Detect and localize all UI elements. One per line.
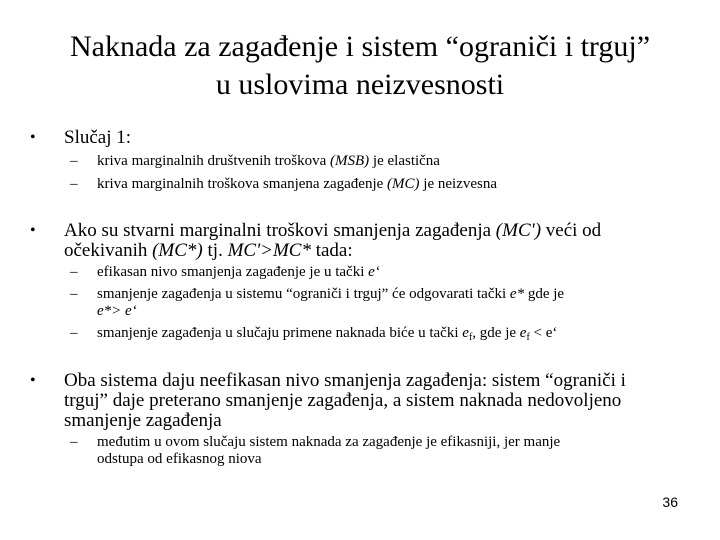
sub-text: gde je — [524, 286, 565, 302]
sub-text: , gde je — [472, 325, 520, 341]
sub-bullet-msb — [70, 153, 670, 170]
bullet-glyph: • — [30, 372, 36, 389]
bullet-text: tada: — [310, 240, 353, 261]
subscript: f — [468, 332, 473, 343]
title-line-2: u uslovima neizvesnosti — [215, 68, 505, 101]
bullet-text-italic: (MC') — [495, 220, 542, 241]
dash-glyph: – — [70, 264, 78, 280]
bullet-text: Ako su stvarni marginalni troškovi smanjenja zagađenja — [64, 220, 496, 241]
sub-text-italic: (MC) — [387, 176, 420, 192]
bullet-text: tj. — [202, 240, 228, 261]
sub-text-italic: e — [519, 325, 527, 341]
dash-glyph: – — [70, 286, 78, 302]
sub-text: međutim u ovom slučaju sistem naknada za zagađenje je efikasniji, jer manje — [97, 434, 561, 450]
bullet-case-1 — [30, 128, 690, 148]
title-line-1: Naknada za zagađenje i sistem “ograniči i trguj” — [69, 30, 651, 63]
bullet-case-2 — [30, 221, 690, 261]
sub-text-italic: e‘ — [368, 264, 380, 280]
bullet-text-italic: MC'>MC* — [227, 240, 311, 261]
bullet-both-systems — [30, 371, 690, 431]
subscript: f — [526, 332, 530, 343]
sub-text: efikasan nivo smanjenja zagađenje je u tački — [97, 264, 369, 280]
sub-text: je neizvesna — [419, 176, 498, 192]
sub-bullet-cap-and-trade — [70, 286, 670, 320]
bullet-glyph: • — [30, 129, 36, 146]
sub-text: odstupa od efikasnog niova — [97, 451, 262, 467]
sub-text-italic: e — [462, 325, 469, 341]
sub-bullet-fee-more-efficient — [70, 434, 670, 468]
sub-text: kriva marginalnih društvenih troškova — [97, 153, 331, 169]
bullet-glyph: • — [30, 222, 36, 239]
bullet-text: Oba sistema daju neefikasan nivo smanjenja zagađenja: sistem “ograniči i — [64, 370, 626, 391]
dash-glyph: – — [70, 434, 78, 450]
bullet-text: veći od — [541, 220, 602, 241]
bullet-text: Slučaj 1: — [64, 127, 132, 148]
sub-text: kriva marginalnih troškova smanjena zagađenje — [97, 176, 388, 192]
page-number: 36 — [662, 494, 678, 510]
bullet-text: očekivanih — [64, 240, 153, 261]
bullet-text: trguj” daje preterano smanjenje zagađenja, a sistem naknada nedovoljeno — [64, 390, 622, 411]
sub-bullet-efficient-level — [70, 264, 670, 281]
sub-bullet-fee — [70, 325, 670, 346]
bullet-text-italic: (MC*) — [152, 240, 203, 261]
sub-text: je elastična — [369, 153, 440, 169]
dash-glyph: – — [70, 153, 78, 169]
sub-text: < e‘ — [529, 325, 558, 341]
sub-bullet-mc — [70, 176, 670, 193]
bullet-text: smanjenje zagađenja — [64, 410, 222, 431]
sub-text-italic: e*> e‘ — [97, 303, 137, 319]
sub-text: smanjenje zagađenja u slučaju primene naknada biće u tački — [97, 325, 463, 341]
slide-title — [20, 28, 700, 104]
sub-text-italic: (MSB) — [330, 153, 370, 169]
dash-glyph: – — [70, 325, 78, 341]
sub-text: smanjenje zagađenja u sistemu “ograniči i trguj” će odgovarati tački — [97, 286, 510, 302]
sub-text-italic: e* — [509, 286, 525, 302]
dash-glyph: – — [70, 176, 78, 192]
